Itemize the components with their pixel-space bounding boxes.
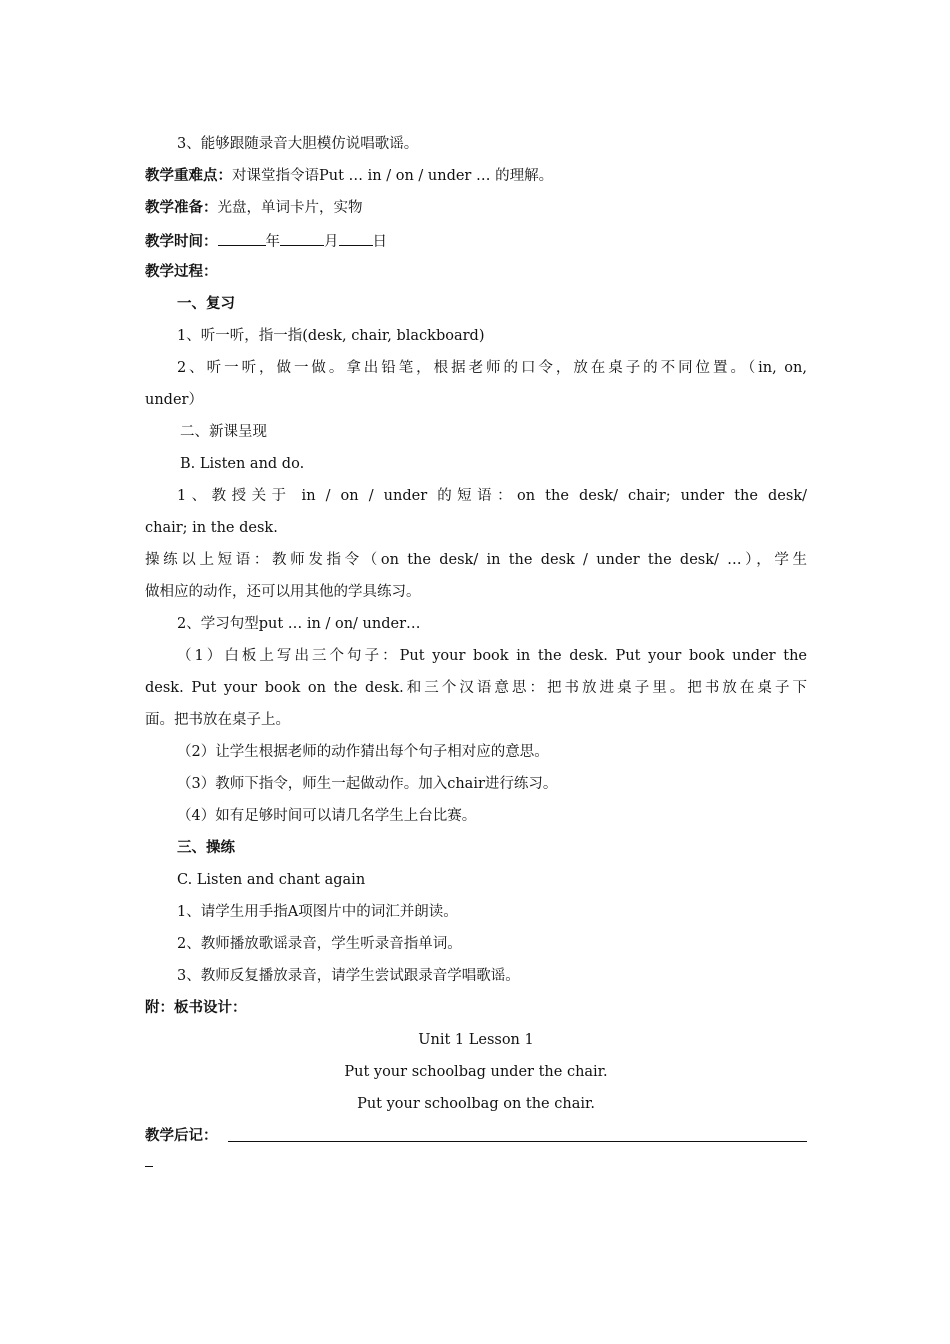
section3-title: 三、操练 [177, 840, 235, 856]
section3-item2: 2、教师播放歌谣录音，学生听录音指单词。 [177, 936, 462, 952]
teaching-time [145, 230, 807, 252]
year-blank [218, 230, 266, 246]
postscript-line [228, 1141, 807, 1142]
year-label: 年 [265, 234, 280, 250]
section1-title: 一、复习 [177, 296, 235, 312]
month-label: 月 [324, 234, 339, 250]
key-points-label: 教学重难点： [145, 168, 232, 184]
board-line1: Unit 1 Lesson 1 [418, 1032, 534, 1048]
preparation-label: 教学准备： [145, 200, 218, 216]
day-label: 日 [372, 234, 387, 250]
step4: （4）如有足够时间可以请几名学生上台比赛。 [177, 808, 477, 824]
step1-line3: 面。把书放在桌子上。 [145, 712, 290, 728]
step1-line2: desk. Put your book on the desk.和三个汉语意思：把书放进桌子里。把书放在桌子下 [145, 680, 807, 696]
section3-sub: C. Listen and chant again [177, 872, 366, 888]
day-blank [339, 230, 373, 246]
section2-sub: B. Listen and do. [180, 456, 305, 472]
key-points [145, 166, 807, 186]
process-label: 教学过程： [145, 264, 218, 280]
postscript-line-end [145, 1166, 153, 1167]
step2: （2）让学生根据老师的动作猜出每个句子相对应的意思。 [177, 744, 549, 760]
preparation [145, 198, 807, 218]
practice-line1: 操练以上短语：教师发指令（on the desk/ in the desk / under the desk/ …），学生 [145, 552, 807, 568]
section2-item1-line1: 1、教授关于 in / on / under 的短语：on the desk/ chair; under the desk/ [177, 488, 807, 504]
section3-item3: 3、教师反复播放录音，请学生尝试跟录音学唱歌谣。 [177, 968, 520, 984]
preparation-text: 光盘，单词卡片，实物 [217, 200, 363, 216]
month-blank [280, 230, 324, 246]
section1-item2-line2: under） [145, 392, 203, 408]
step3: （3）教师下指令，师生一起做动作。加入chair进行练习。 [177, 776, 558, 792]
board-line2: Put your schoolbag under the chair. [344, 1064, 608, 1080]
board-line3: Put your schoolbag on the chair. [357, 1096, 595, 1112]
postscript-label: 教学后记： [145, 1128, 218, 1144]
time-label: 教学时间： [145, 234, 218, 250]
section1-item1: 1、听一听，指一指(desk, chair, blackboard) [177, 328, 485, 344]
section2-item2: 2、学习句型put … in / on/ under… [177, 616, 421, 632]
practice-line2: 做相应的动作，还可以用其他的学具练习。 [145, 584, 421, 600]
section1-item2-line1: 2、听一听，做一做。拿出铅笔，根据老师的口令，放在桌子的不同位置。（in, on, [177, 360, 807, 376]
section2-item1-line2: chair; in the desk. [145, 520, 278, 536]
step1-line1: （1）白板上写出三个句子：Put your book in the desk. Put your book under the [177, 648, 807, 664]
key-points-text: 对课堂指令语Put … in / on / under … 的理解。 [232, 168, 554, 184]
board-label: 附：板书设计： [145, 1000, 247, 1016]
section2-title: 二、新课呈现 [180, 424, 267, 440]
section3-item1: 1、请学生用手指A项图片中的词汇并朗读。 [177, 904, 458, 920]
objective-3: 3、能够跟随录音大胆模仿说唱歌谣。 [177, 136, 419, 152]
